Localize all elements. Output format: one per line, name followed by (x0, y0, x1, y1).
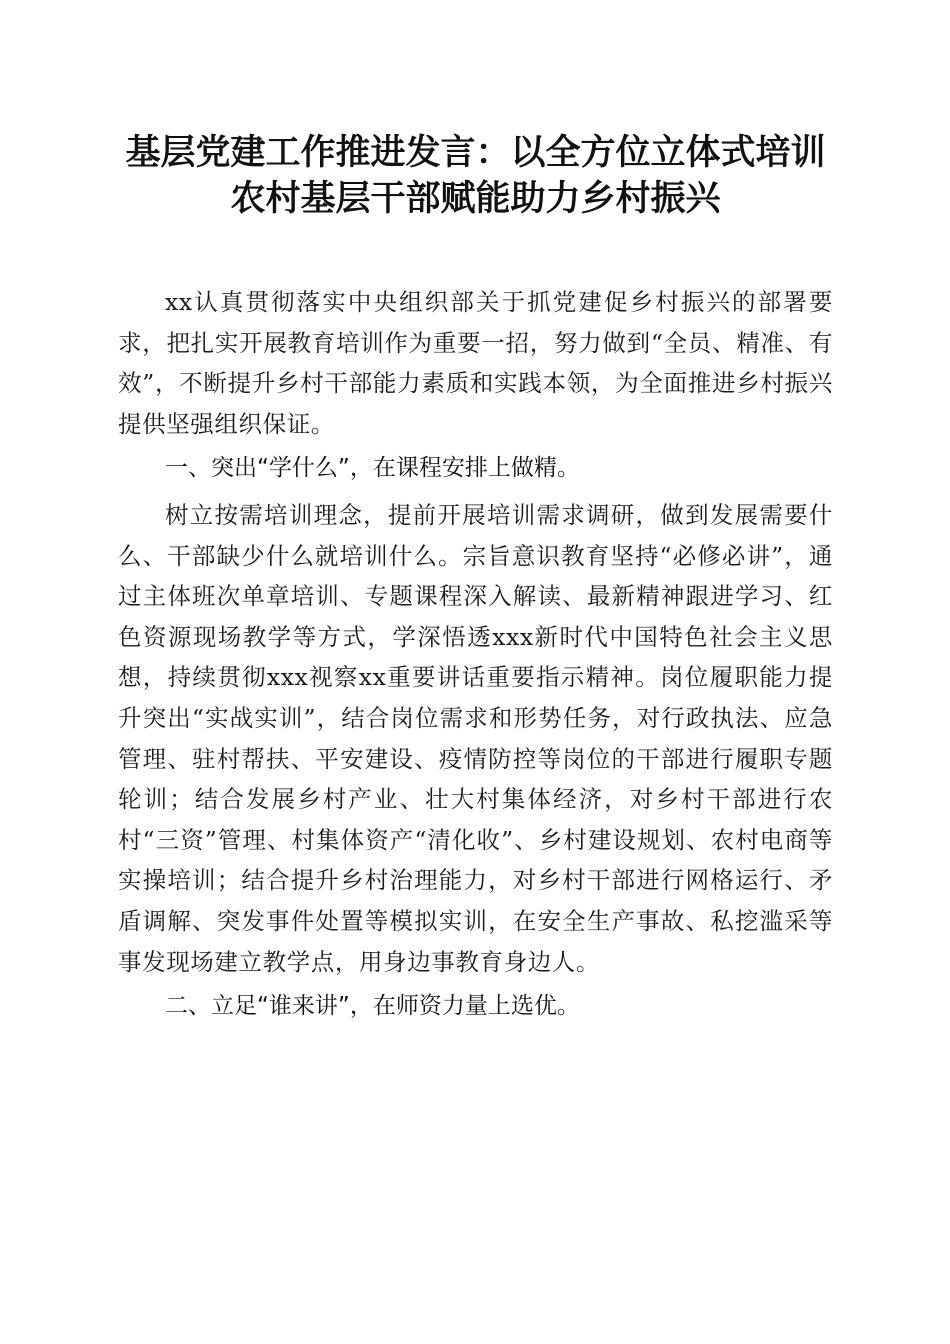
section-2-heading: 二、立足“谁来讲”，在师资力量上选优。 (165, 993, 580, 1020)
title-line-2: 农村基层干部赋能助力乡村振兴 (230, 178, 721, 219)
title-line-1: 基层党建工作推进发言：以全方位立体式培训 (125, 132, 826, 173)
document-title (118, 130, 833, 222)
document-page (118, 130, 833, 1033)
section-1-heading: 一、突出“学什么”，在课程安排上做精。 (165, 455, 580, 482)
section-1-body: 树立按需培训理念，提前开展培训需求调研，做到发展需要什么、干部缺少什么就培训什么。宗旨意识教育坚持“必修必讲”，通过主体班次单章培训、专题课程深入解读、最新精神跟进学习、红色资源现场教学等方式，学深悟透xxx新时代中国特色社会主义思想，持续贯彻xxx视察xx重要讲话重要指示精神。岗位履职能力提升突出“实战实训”，结合岗位需求和形势任务，对行政执法、应急管理、驻村帮扶、平安建设、疫情防控等岗位的干部进行履职专题轮训；结合发展乡村产业、壮大村集体经济，对乡村干部进行农村“三资”管理、村集体资产“清化收”、乡村建设规划、农村电商等实操培训；结合提升乡村治理能力，对乡村干部进行网格运行、矛盾调解、突发事件处置等模拟实训，在安全生产事故、私挖滥采等事发现场建立教学点，用身边事教育身边人。 (118, 500, 833, 976)
intro-paragraph: xx认真贯彻落实中央组织部关于抓党建促乡村振兴的部署要求，把扎实开展教育培训作为重要一招，努力做到“全员、精准、有效”，不断提升乡村干部能力素质和实践本领，为全面推进乡村振兴提供坚强组织保证。 (118, 288, 833, 438)
